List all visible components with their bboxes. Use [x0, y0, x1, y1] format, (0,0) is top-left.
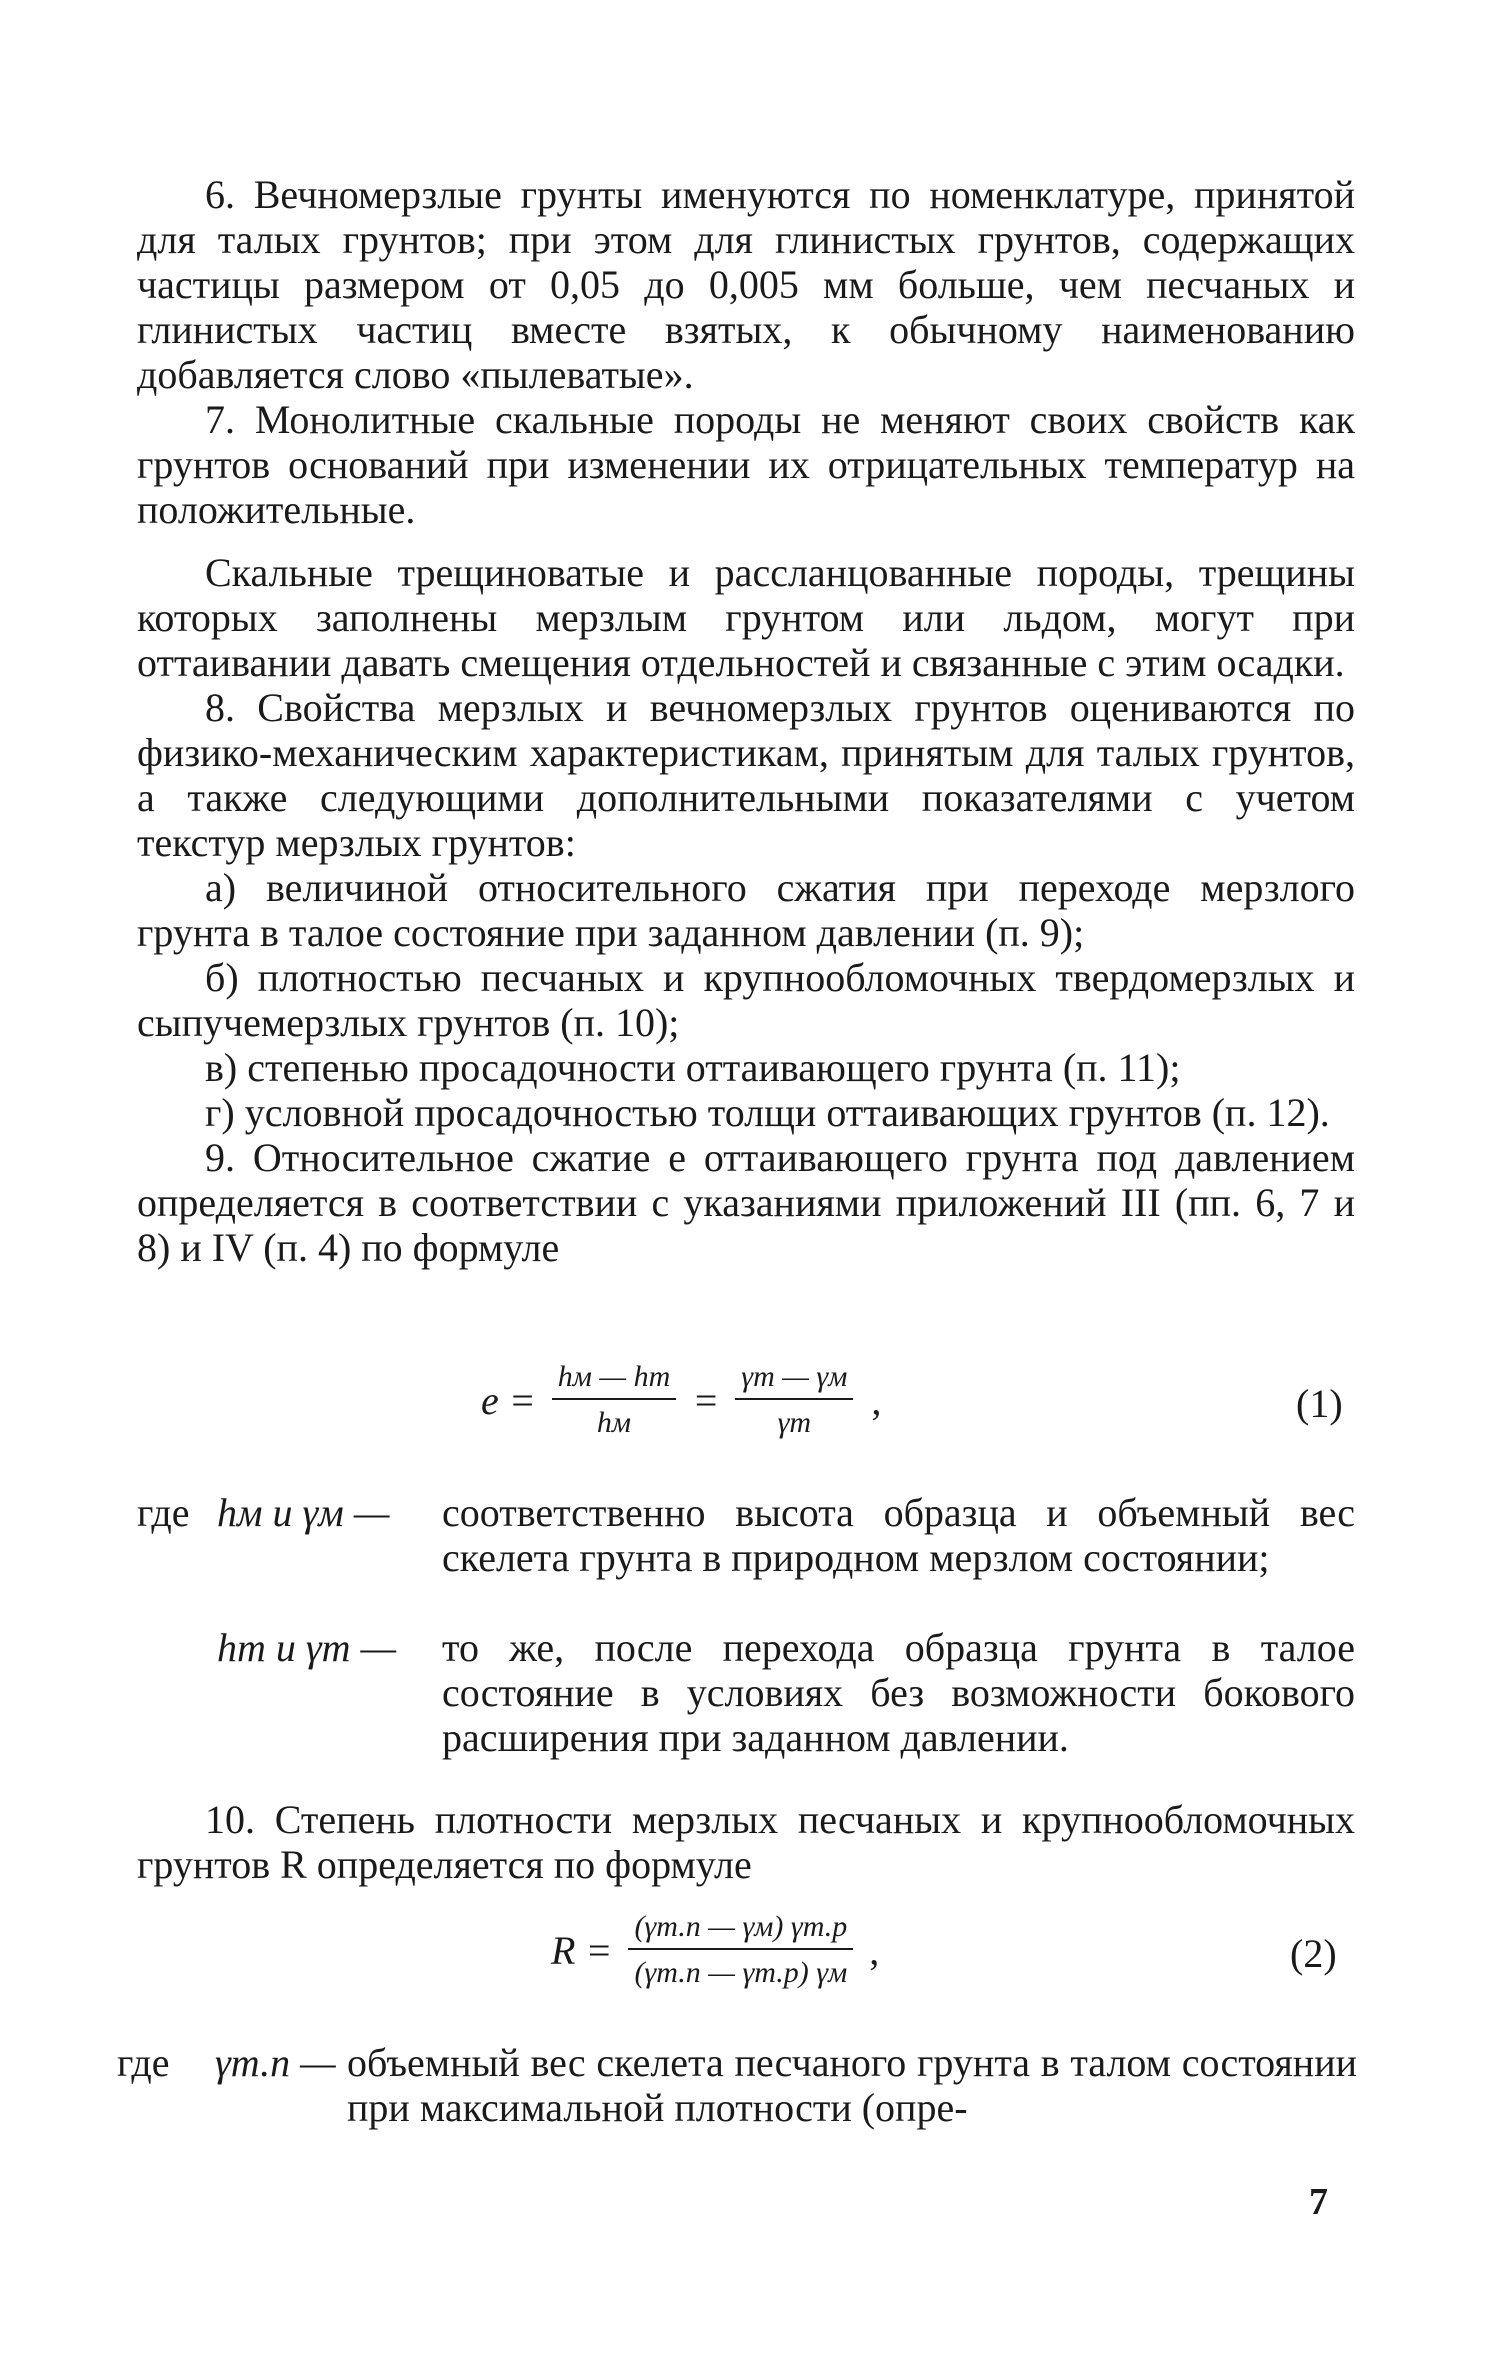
formula-2-fraction	[628, 1910, 853, 1990]
formula-2-lhs: R =	[551, 1927, 613, 1973]
formula-1-lhs: e =	[481, 1377, 536, 1423]
formula-2-numerator: (γт.п — γм) γт.р	[628, 1910, 853, 1950]
definition-2-symbols: hт и γт —	[217, 1625, 397, 1670]
paragraph-6: 6. Вечномерзлые грунты именуются по номенклатуре, принятой для талых грунтов; при этом для глинистых грунтов, содержащих частицы размером от 0,05 до 0,005 мм больше, чем песчаных и глинистых частиц вместе взятых, к обычному наименованию добавляется слово «пылеватые».	[137, 172, 1355, 397]
formula-1-denominator-a: hм	[596, 1406, 632, 1439]
definition-3-symbols: γт.п —	[215, 2040, 336, 2085]
paragraph-8-item-b: б) плотностью песчаных и крупнообломочных твердомерзлых и сыпучемерзлых грунтов (п. 10);	[137, 955, 1355, 1045]
definition-2-text: то же, после перехода образца грунта в талое состояние в условиях без возможности бокового расширения при заданном давлении.	[442, 1625, 1355, 1760]
body-text-upper	[137, 172, 1355, 1270]
definition-1-symbols: hм и γм —	[217, 1490, 390, 1535]
formula-1-denominator-b: γт	[777, 1406, 812, 1439]
formula-2-definitions	[117, 2040, 1357, 2140]
paragraph-8-item-a: а) величиной относительного сжатия при переходе мерзлого грунта в талое состояние при заданном давлении (п. 9);	[137, 865, 1355, 955]
paragraph-10: 10. Степень плотности мерзлых песчаных и крупнообломочных грунтов R определяется по формуле	[137, 1797, 1355, 1887]
formula-1-definitions	[137, 1490, 1355, 1790]
formula-2-number: (2)	[1290, 1931, 1337, 1976]
formula-1-numerator-b: γт — γм	[735, 1360, 853, 1400]
formula-1-fraction-a	[552, 1360, 677, 1440]
formula-1-number: (1)	[1296, 1381, 1343, 1426]
definition-1-text: соответственно высота образца и объемный вес скелета грунта в природном мерзлом состоянии;	[442, 1490, 1355, 1580]
formula-2-comma: ,	[869, 1927, 880, 1973]
formula-1-fraction-b	[735, 1360, 853, 1440]
body-text-paragraph-10	[137, 1797, 1355, 1887]
formula-1	[475, 1360, 881, 1440]
formula-2-denominator: (γт.п — γт.р) γм	[634, 1956, 848, 1989]
formula-2	[545, 1910, 879, 1990]
paragraph-7-continued: Скальные трещиноватые и рассланцованные породы, трещины которых заполнены мерзлым грунтом или льдом, могут при оттаивании давать смещения отдельностей и связанные с этим осадки.	[137, 550, 1355, 685]
formula-1-equals: =	[692, 1377, 720, 1423]
definitions-lead-word: где	[137, 1490, 190, 1535]
paragraph-8: 8. Свойства мерзлых и вечномерзлых грунтов оцениваются по физико-механическим характеристикам, принятым для талых грунтов, а также следующими дополнительными показателями с учетом текстур мерзлых грунтов:	[137, 685, 1355, 865]
formula-1-numerator-a: hм — hт	[552, 1360, 677, 1400]
paragraph-8-item-c: в) степенью просадочности оттаивающего грунта (п. 11);	[205, 1045, 1181, 1090]
definition-3-text: объемный вес скелета песчаного грунта в талом состоянии при максимальной плотности (опре-	[347, 2040, 1357, 2130]
formula-1-comma: ,	[871, 1377, 882, 1423]
paragraph-7: 7. Монолитные скальные породы не меняют своих свойств как грунтов оснований при изменении их отрицательных температур на положительные.	[137, 397, 1355, 532]
paragraph-8-item-d: г) условной просадочностью толщи оттаивающих грунтов (п. 12).	[205, 1090, 1330, 1135]
paragraph-9: 9. Относительное сжатие e оттаивающего грунта под давлением определяется в соответствии с указаниями приложений III (пп. 6, 7 и 8) и IV (п. 4) по формуле	[137, 1135, 1355, 1270]
page-number: 7	[1309, 2181, 1328, 2223]
definitions-2-lead-word: где	[117, 2040, 170, 2085]
